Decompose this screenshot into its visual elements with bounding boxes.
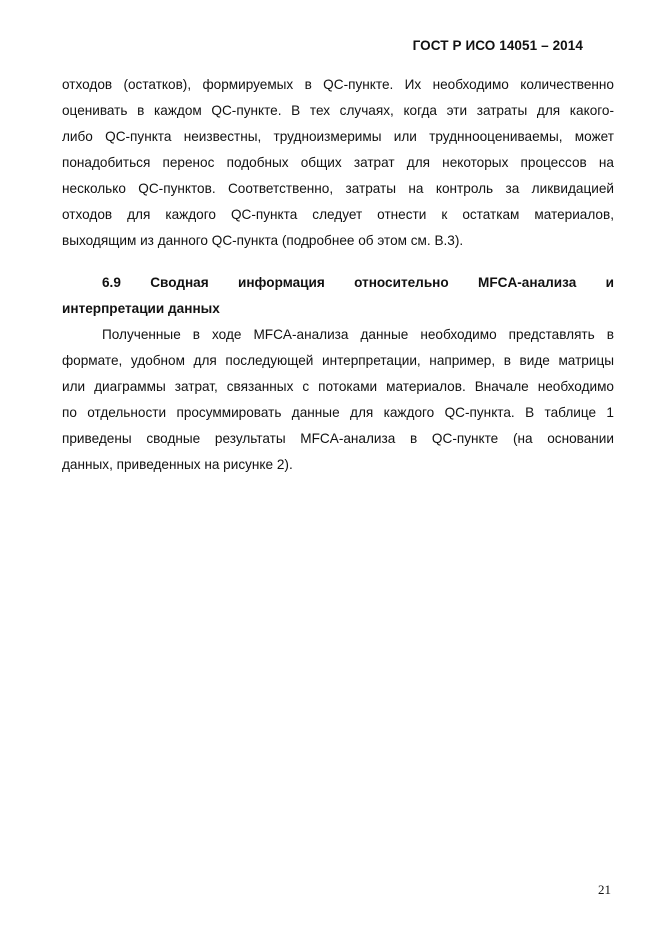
paragraph-waste-costs: [62, 72, 614, 254]
section-title-word: MFCA-анализа: [478, 275, 577, 290]
paragraph-line: или диаграммы затрат, связанных с потоками материалов. Вначале необходимо: [62, 379, 614, 394]
paragraph-line: отходов для каждого QC-пункта следует отнести к остаткам материалов,: [62, 207, 614, 222]
document-header: ГОСТ Р ИСО 14051 – 2014: [412, 38, 583, 53]
paragraph-line: формате, удобном для последующей интерпретации, например, в виде матрицы: [62, 353, 614, 368]
paragraph-line: приведены сводные результаты MFCA-анализа в QC-пункте (на основании: [62, 431, 614, 446]
paragraph-data-summary: [62, 322, 614, 478]
paragraph-line: либо QC-пункта неизвестны, трудноизмеримы или трудннооцениваемы, может: [62, 129, 614, 144]
paragraph-line: оценивать в каждом QC-пункте. В тех случаях, когда эти затраты для какого-: [62, 103, 614, 118]
section-number: 6.9: [102, 275, 121, 290]
paragraph-line: данных, приведенных на рисунке 2).: [62, 457, 293, 472]
page-number: 21: [598, 882, 611, 897]
paragraph-line: Полученные в ходе MFCA-анализа данные необходимо представлять в: [102, 327, 614, 342]
section-title-word: и: [605, 275, 614, 290]
section-title-word: информация: [237, 275, 325, 290]
section-heading: [62, 270, 614, 322]
paragraph-line: понадобиться перенос подобных общих затрат для некоторых процессов на: [62, 155, 614, 170]
paragraph-line: несколько QC-пунктов. Соответственно, затраты на контроль за ликвидацией: [62, 181, 614, 196]
paragraph-line: выходящим из данного QC-пункта (подробнее об этом см. В.3).: [62, 233, 464, 248]
section-title-line: [62, 270, 614, 296]
section-title-line: интерпретации данных: [62, 301, 220, 316]
paragraph-line: по отдельности просуммировать данные для каждого QC-пункта. В таблице 1: [62, 405, 614, 420]
section-title-word: Сводная: [150, 275, 209, 290]
paragraph-line: отходов (остатков), формируемых в QC-пункте. Их необходимо количественно: [62, 77, 614, 92]
section-title-word: относительно: [354, 275, 449, 290]
page-content: [62, 72, 614, 478]
